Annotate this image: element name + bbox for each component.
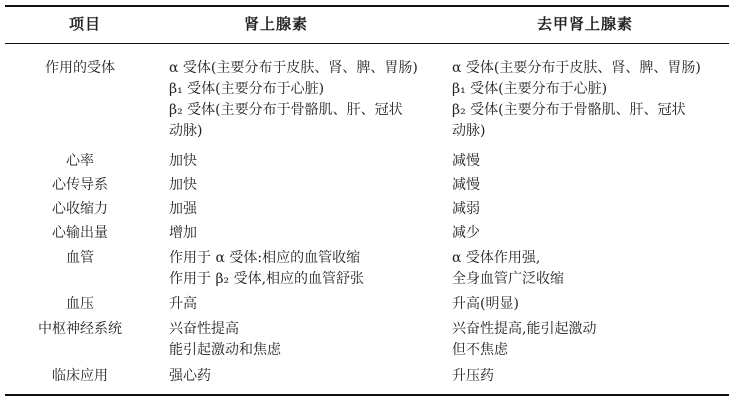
cell-line: 减弱 [452, 201, 480, 217]
row-norepinephrine [452, 366, 728, 387]
table-top-rule [5, 5, 729, 7]
row-norepinephrine [452, 58, 728, 142]
row-item: 心收缩力 [52, 201, 108, 217]
row-norepinephrine [452, 294, 728, 315]
row-item: 心输出量 [52, 225, 108, 241]
cell-line: 加快 [169, 177, 197, 193]
cell-line: 减慢 [452, 177, 480, 193]
row-epinephrine [169, 151, 449, 172]
table-bottom-rule [5, 394, 729, 396]
row-epinephrine [169, 294, 449, 315]
cell-line: 升高 [169, 296, 197, 312]
cell-line: 加快 [169, 153, 197, 169]
row-item: 心传导系 [52, 177, 108, 193]
cell-line: 加强 [169, 201, 197, 217]
row-item: 中枢神经系统 [38, 321, 122, 337]
row-norepinephrine [452, 223, 728, 244]
cell-line: β₁ 受体(主要分布于心脏) [452, 81, 608, 97]
row-item: 血管 [66, 250, 94, 266]
cell-line: β₂ 受体(主要分布于骨骼肌、肝、冠状 [452, 102, 686, 118]
row-epinephrine [169, 175, 449, 196]
header-item: 项目 [69, 15, 102, 33]
row-epinephrine [169, 248, 449, 290]
cell-line: α 受体(主要分布于皮肤、肾、脾、胃肠) [452, 60, 701, 76]
cell-line: 但不焦虑 [452, 342, 508, 358]
header-norepinephrine: 去甲肾上腺素 [537, 15, 634, 33]
cell-line: 动脉) [169, 123, 203, 139]
row-epinephrine [169, 319, 449, 361]
cell-line: β₁ 受体(主要分布于心脏) [169, 81, 325, 97]
row-epinephrine [169, 199, 449, 220]
cell-line: α 受体作用强, [452, 250, 541, 266]
row-item: 血压 [66, 296, 94, 312]
cell-line: α 受体(主要分布于皮肤、肾、脾、胃肠) [169, 60, 418, 76]
row-norepinephrine [452, 199, 728, 220]
row-norepinephrine [452, 151, 728, 172]
table-header-rule [5, 43, 729, 44]
cell-line: 强心药 [169, 368, 211, 384]
cell-line: 能引起激动和焦虑 [169, 342, 281, 358]
cell-line: 兴奋性提高,能引起激动 [452, 321, 597, 337]
row-epinephrine [169, 366, 449, 387]
cell-line: 作用于 β₂ 受体,相应的血管舒张 [169, 271, 365, 287]
cell-line: 升压药 [452, 368, 494, 384]
cell-line: 减慢 [452, 153, 480, 169]
cell-line: 兴奋性提高 [169, 321, 239, 337]
cell-line: 作用于 α 受体:相应的血管收缩 [169, 250, 361, 266]
row-item: 心率 [66, 153, 94, 169]
cell-line: 全身血管广泛收缩 [452, 271, 564, 287]
row-norepinephrine [452, 175, 728, 196]
cell-line: 减少 [452, 225, 480, 241]
row-epinephrine [169, 223, 449, 244]
row-item: 作用的受体 [45, 60, 115, 76]
cell-line: 增加 [169, 225, 197, 241]
row-epinephrine [169, 58, 449, 142]
row-norepinephrine [452, 319, 728, 361]
row-norepinephrine [452, 248, 728, 290]
row-item: 临床应用 [52, 368, 108, 384]
cell-line: β₂ 受体(主要分布于骨骼肌、肝、冠状 [169, 102, 403, 118]
cell-line: 升高(明显) [452, 296, 519, 312]
header-epinephrine: 肾上腺素 [244, 15, 309, 33]
cell-line: 动脉) [452, 123, 486, 139]
